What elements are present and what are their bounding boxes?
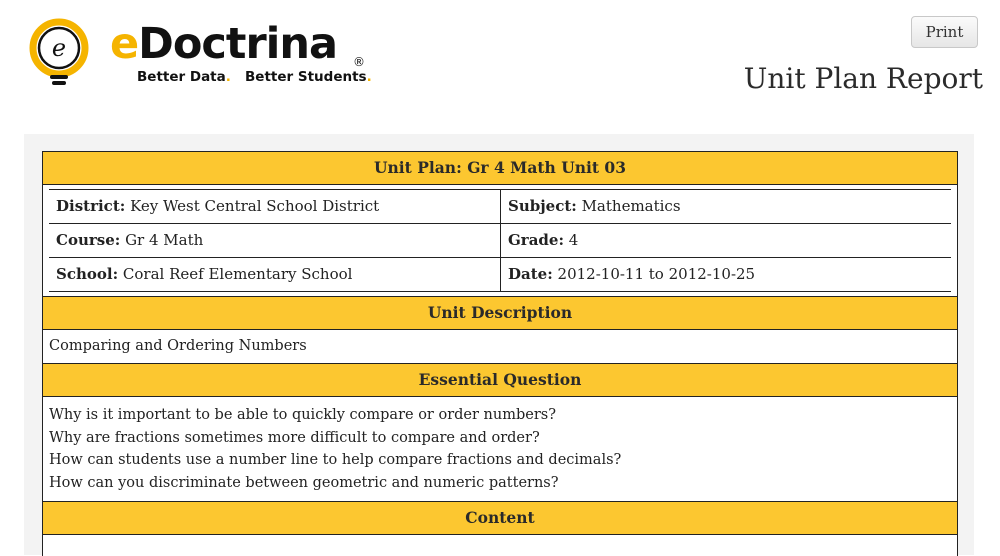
course-value: Gr 4 Math [125,231,204,249]
essential-question-item: Why is it important to be able to quickly compare or order numbers? [49,407,556,423]
date-value: 2012-10-11 to 2012-10-25 [557,265,756,283]
content-header: Content [43,501,957,535]
grade-label: Grade: [508,231,565,249]
school-label: School: [56,265,119,283]
date-label: Date: [508,265,553,283]
district-value: Key West Central School District [130,197,380,215]
tagline-dot-2: . [366,69,372,85]
brand-tagline [137,69,372,85]
report-container [24,134,974,555]
unit-plan-report [42,151,958,556]
essential-question-item: How can students use a number line to help compare fractions and decimals? [49,452,622,468]
essential-question-item: Why are fractions sometimes more difficult to compare and order? [49,429,540,446]
essential-question-header: Essential Question [43,363,957,397]
brand-wordmark [110,20,337,68]
registered-mark: ® [353,55,365,69]
school-cell [49,258,500,291]
lightbulb-logo-icon [24,18,94,90]
subject-value: Mathematics [581,197,681,215]
logo-letter: e [51,34,67,62]
edoctrina-logo [24,18,374,90]
course-label: Course: [56,231,121,249]
info-row [49,190,951,224]
school-value: Coral Reef Elementary School [122,265,353,283]
page-title: Unit Plan Report [743,62,983,95]
info-row [49,224,951,258]
brand-name-first: e [110,19,139,69]
unit-description-header: Unit Description [43,296,957,330]
print-button[interactable]: Print [911,16,978,48]
tagline-part-1: Better Data [137,69,226,85]
unit-info-table [49,189,951,292]
district-label: District: [56,197,126,215]
grade-cell [500,224,951,257]
brand-name-rest: Doctrina [138,19,338,69]
essential-question-item: How can you discriminate between geometric and numeric patterns? [49,474,559,491]
subject-label: Subject: [508,197,577,215]
grade-value: 4 [568,231,579,249]
unit-plan-header: Unit Plan: Gr 4 Math Unit 03 [43,152,957,185]
course-cell [49,224,500,257]
date-cell [500,258,951,291]
unit-description-text: Comparing and Ordering Numbers [49,338,307,354]
tagline-dot-1: . [225,69,231,85]
tagline-part-2: Better Students [245,69,367,85]
info-row [49,258,951,291]
subject-cell [500,190,951,223]
district-cell [49,190,500,223]
essential-question-list [43,397,957,501]
